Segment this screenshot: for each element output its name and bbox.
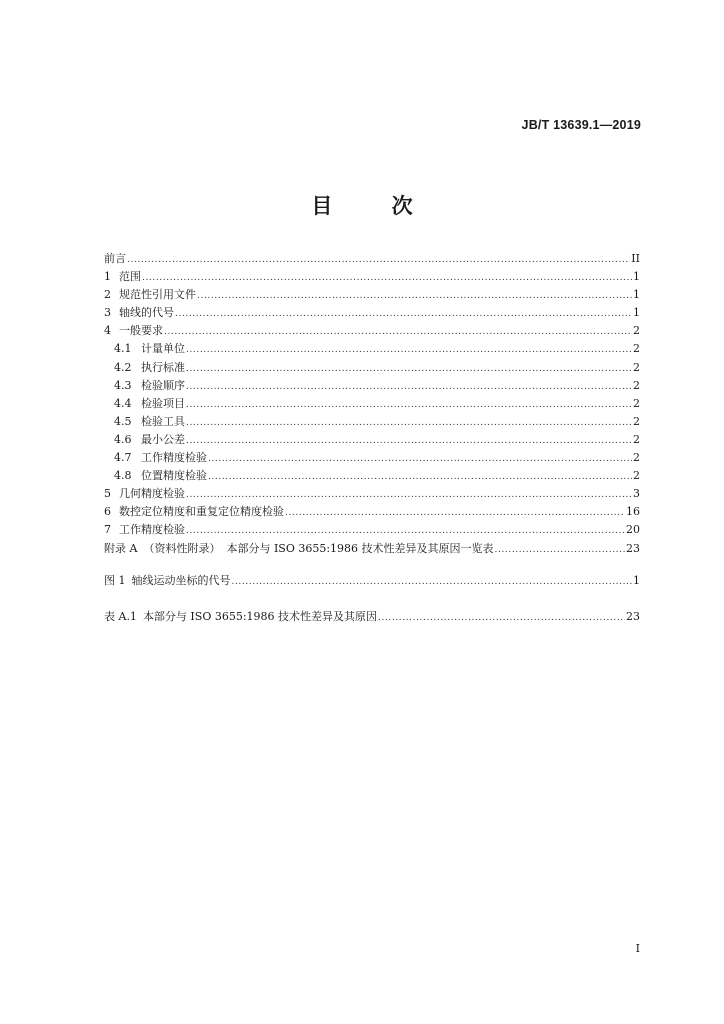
- list-of-figures: [104, 572, 640, 590]
- toc-entry-page: 1: [633, 270, 640, 284]
- toc-subentry[interactable]: [104, 340, 640, 358]
- table-of-contents: [104, 250, 640, 558]
- toc-entry-number: 3: [104, 306, 111, 320]
- toc-subentry[interactable]: [104, 467, 640, 485]
- list-of-tables: [104, 608, 640, 626]
- leader-dots: [208, 454, 632, 464]
- toc-subentry[interactable]: [104, 449, 640, 467]
- appendix-number: 附录 A: [104, 541, 138, 555]
- toc-entry-number: 4.4: [114, 396, 132, 410]
- leader-dots: [186, 364, 632, 374]
- leader-dots: [186, 345, 632, 355]
- toc-entry-label: 工作精度检验: [119, 523, 185, 537]
- toc-entry[interactable]: [104, 322, 640, 340]
- toc-entry-page: 2: [633, 378, 640, 392]
- figure-page: 1: [633, 574, 640, 587]
- toc-appendix-entry[interactable]: [104, 540, 640, 558]
- toc-entry-number: 2: [104, 288, 111, 302]
- toc-entry-label: 轴线的代号: [119, 306, 174, 320]
- toc-entry[interactable]: [104, 521, 640, 539]
- toc-entry-number: 5: [104, 487, 111, 501]
- toc-entry-number: 4.6: [114, 432, 132, 446]
- toc-entry-page: 2: [633, 451, 640, 465]
- toc-entry-label: 一般要求: [119, 324, 163, 338]
- toc-entry-number: 4.8: [114, 469, 132, 483]
- leader-dots: [285, 508, 625, 518]
- toc-entry-label: 检验工具: [141, 414, 185, 428]
- leader-dots: [208, 472, 632, 482]
- toc-entry-page: 1: [633, 306, 640, 320]
- figure-entry[interactable]: [104, 572, 640, 590]
- leader-dots: [127, 255, 630, 265]
- toc-entry-page: 2: [633, 360, 640, 374]
- figure-number: 图 1: [104, 574, 126, 587]
- toc-entry-label: 计量单位: [141, 342, 185, 356]
- toc-entry-number: 4.3: [114, 378, 132, 392]
- toc-entry-label: 范围: [119, 270, 141, 284]
- toc-entry[interactable]: [104, 503, 640, 521]
- toc-entry-label: 位置精度检验: [141, 469, 207, 483]
- toc-entry-page: 2: [633, 414, 640, 428]
- toc-subentry[interactable]: [104, 377, 640, 395]
- toc-entry-page: II: [631, 252, 640, 265]
- leader-dots: [186, 526, 625, 536]
- toc-entry-number: 1: [104, 270, 111, 284]
- leader-dots: [142, 273, 632, 283]
- toc-entry-page: 3: [633, 487, 640, 501]
- toc-entry-label: 最小公差: [141, 432, 185, 446]
- toc-entry-page: 2: [633, 469, 640, 483]
- table-number: 表 A.1: [104, 610, 137, 623]
- toc-entry-page: 2: [633, 396, 640, 410]
- toc-subentry[interactable]: [104, 431, 640, 449]
- toc-entry-page: 20: [626, 523, 640, 537]
- leader-dots: [186, 382, 632, 392]
- leader-dots: [197, 291, 632, 301]
- toc-entry-number: 4: [104, 324, 111, 338]
- toc-entry-page: 2: [633, 324, 640, 338]
- table-entry[interactable]: [104, 608, 640, 626]
- appendix-note: （资料性附录）: [143, 541, 221, 555]
- table-page: 23: [626, 610, 640, 623]
- toc-entry-label: 几何精度检验: [119, 487, 185, 501]
- leader-dots: [175, 309, 632, 319]
- leader-dots: [164, 327, 632, 337]
- page-number: I: [635, 942, 640, 955]
- leader-dots: [186, 418, 632, 428]
- toc-entry-number: 4.1: [114, 342, 132, 356]
- toc-entry[interactable]: [104, 250, 640, 268]
- toc-entry-page: 2: [633, 342, 640, 356]
- toc-entry[interactable]: [104, 268, 640, 286]
- toc-subentry[interactable]: [104, 359, 640, 377]
- leader-dots: [378, 613, 625, 623]
- leader-dots: [232, 577, 633, 587]
- toc-entry-number: 4.7: [114, 451, 132, 465]
- toc-subentry[interactable]: [104, 413, 640, 431]
- toc-entry-label: 检验顺序: [141, 378, 185, 392]
- leader-dots: [186, 436, 632, 446]
- page-title: 目 次: [311, 194, 439, 218]
- toc-entry-label: 前言: [104, 252, 126, 265]
- toc-entry-label: 数控定位精度和重复定位精度检验: [119, 505, 284, 519]
- toc-entry-number: 6: [104, 505, 111, 519]
- toc-entry-label: 执行标准: [141, 360, 185, 374]
- toc-entry-number: 4.5: [114, 414, 132, 428]
- toc-entry-label: 工作精度检验: [141, 451, 207, 465]
- toc-entry-page: 16: [626, 505, 640, 519]
- table-label: 本部分与 ISO 3655:1986 技术性差异及其原因: [142, 610, 378, 623]
- toc-entry-page: 1: [633, 288, 640, 302]
- toc-entry-number: 7: [104, 523, 111, 537]
- figure-label: 轴线运动坐标的代号: [131, 574, 231, 587]
- toc-entry-page: 2: [633, 432, 640, 446]
- appendix-page: 23: [626, 541, 640, 555]
- toc-entry[interactable]: [104, 304, 640, 322]
- leader-dots: [186, 490, 632, 500]
- leader-dots: [186, 400, 632, 410]
- toc-entry-label: 规范性引用文件: [119, 288, 196, 302]
- toc-entry-number: 4.2: [114, 360, 132, 374]
- toc-entry[interactable]: [104, 286, 640, 304]
- toc-entry[interactable]: [104, 485, 640, 503]
- toc-subentry[interactable]: [104, 395, 640, 413]
- appendix-label: 本部分与 ISO 3655:1986 技术性差异及其原因一览表: [226, 541, 494, 555]
- leader-dots: [495, 545, 625, 555]
- toc-entry-label: 检验项目: [141, 396, 185, 410]
- standard-code: JB/T 13639.1—2019: [521, 118, 641, 132]
